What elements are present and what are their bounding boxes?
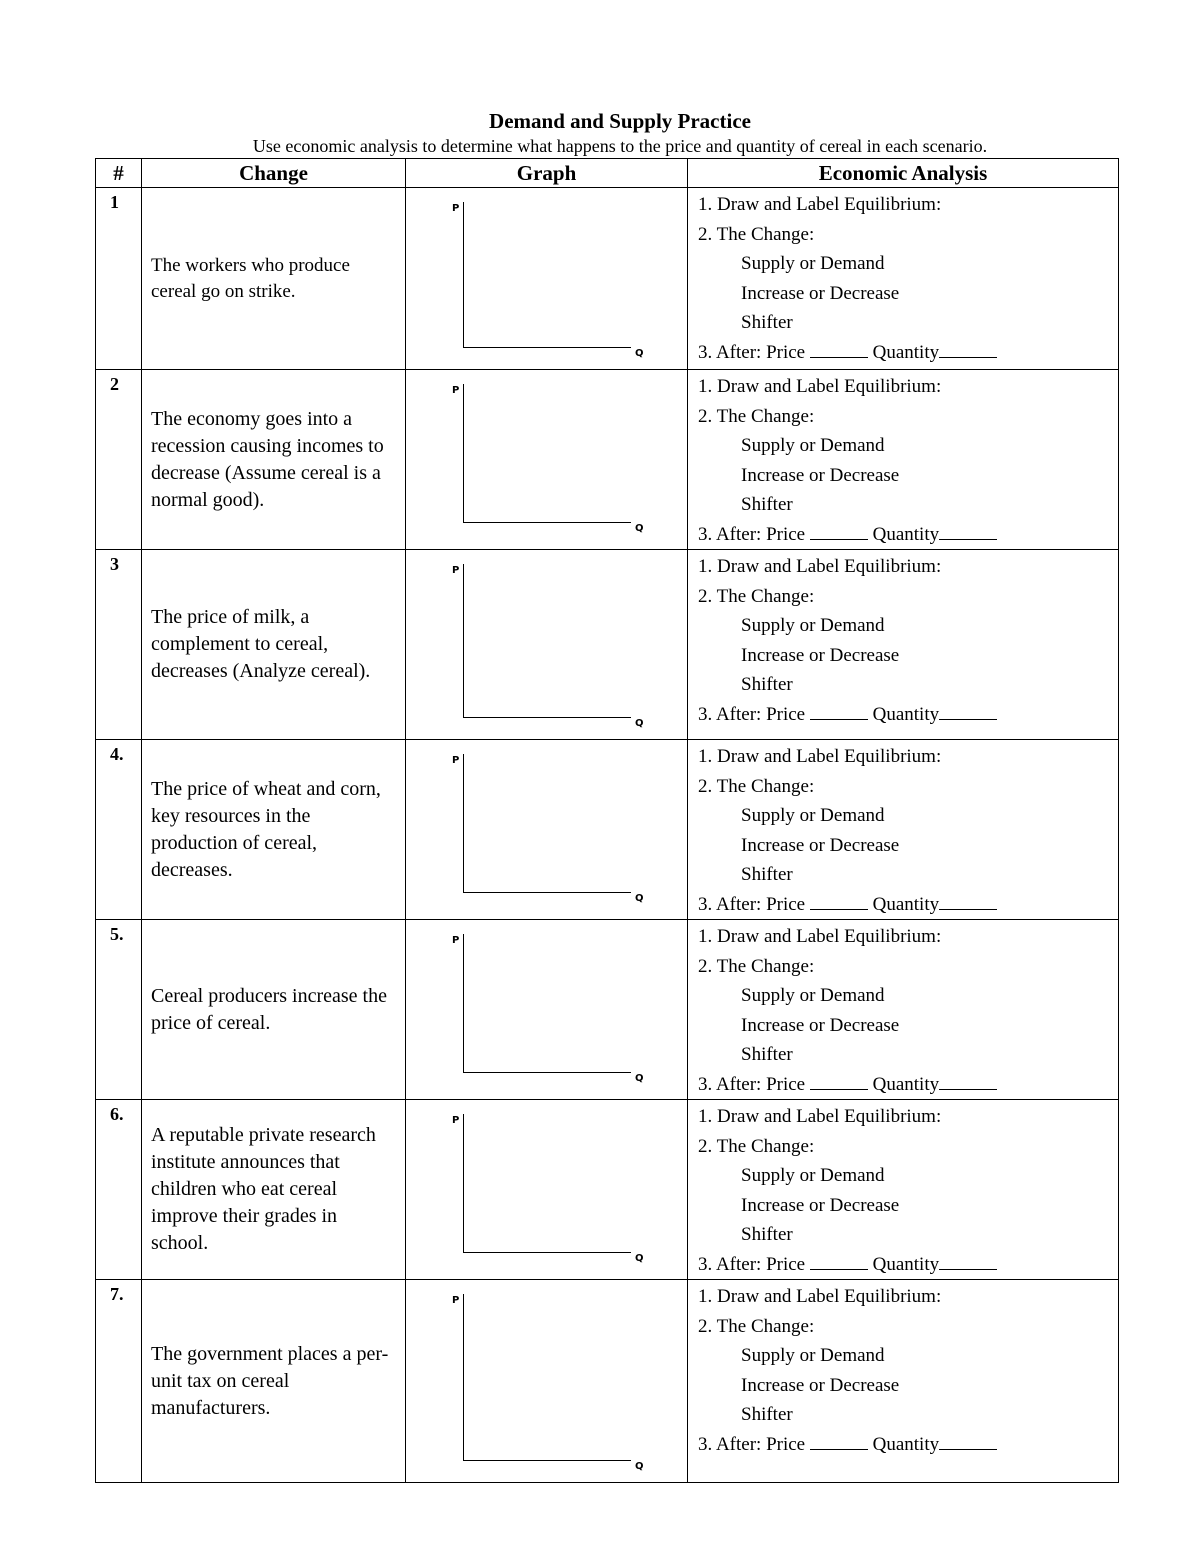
page-subtitle: Use economic analysis to determine what happens to the price and quantity of cereal in each scenario. (252, 136, 988, 156)
price-axis (463, 384, 464, 522)
price-axis (463, 564, 464, 717)
quantity-blank[interactable] (939, 1251, 997, 1270)
price-blank[interactable] (810, 521, 868, 540)
header-graph: Graph (406, 159, 688, 188)
quantity-axis-label: Q (635, 1461, 644, 1472)
change-text: Cereal producers increase the price of cereal. (142, 920, 406, 1100)
quantity-axis (463, 1460, 631, 1461)
header-num: # (96, 159, 142, 188)
analysis-cell (688, 920, 1119, 1100)
graph-cell (406, 1100, 688, 1280)
step-after (698, 1070, 1118, 1100)
price-blank[interactable] (810, 891, 868, 910)
graph-cell (406, 1280, 688, 1483)
row-number: 1 (96, 188, 142, 370)
option-increase-decrease: Increase or Decrease (741, 282, 900, 304)
option-supply-demand: Supply or Demand (741, 1345, 885, 1366)
step-change: 2. The Change: (698, 775, 815, 797)
option-supply-demand: Supply or Demand (741, 1165, 885, 1186)
price-blank[interactable] (810, 339, 868, 358)
analysis-cell (688, 1280, 1119, 1483)
after-quantity-label: Quantity (867, 1253, 940, 1275)
option-shifter: Shifter (741, 1404, 793, 1425)
price-axis (463, 754, 464, 892)
after-quantity-label: Quantity (867, 703, 940, 725)
option-supply-demand: Supply or Demand (741, 615, 885, 636)
price-axis (463, 1114, 464, 1252)
price-axis (463, 1294, 464, 1460)
after-price-label: 3. After: Price (698, 1433, 810, 1455)
after-price-label: 3. After: Price (698, 1073, 810, 1095)
quantity-axis (463, 1072, 631, 1073)
page-title: Demand and Supply Practice (489, 109, 751, 133)
step-equilibrium: 1. Draw and Label Equilibrium: (698, 556, 942, 577)
row-number: 4. (96, 740, 142, 920)
price-blank[interactable] (810, 1251, 868, 1270)
step-change: 2. The Change: (698, 585, 815, 607)
blank-graph[interactable] (406, 370, 687, 544)
graph-cell (406, 740, 688, 920)
change-text: The price of wheat and corn, key resources in the production of cereal, decreases. (142, 740, 406, 920)
quantity-axis (463, 717, 631, 718)
table-row (96, 740, 1119, 920)
step-change: 2. The Change: (698, 405, 815, 427)
quantity-blank[interactable] (939, 339, 997, 358)
step-equilibrium: 1. Draw and Label Equilibrium: (698, 746, 942, 767)
step-equilibrium: 1. Draw and Label Equilibrium: (698, 1286, 942, 1307)
step-after (698, 1430, 1118, 1460)
price-axis-label: P (452, 1115, 460, 1126)
after-quantity-label: Quantity (867, 341, 940, 363)
quantity-blank[interactable] (939, 521, 997, 540)
blank-graph[interactable] (406, 188, 687, 369)
step-change: 2. The Change: (698, 223, 815, 245)
analysis-cell (688, 370, 1119, 550)
step-after (698, 1250, 1118, 1280)
row-number: 5. (96, 920, 142, 1100)
quantity-axis-label: Q (635, 893, 644, 904)
quantity-axis-label: Q (635, 1073, 644, 1084)
step-change: 2. The Change: (698, 1135, 815, 1157)
step-after (698, 890, 1118, 920)
price-axis-label: P (452, 935, 460, 946)
change-text: The workers who produce cereal go on strike. (142, 188, 406, 370)
practice-table (95, 158, 1119, 1483)
step-equilibrium: 1. Draw and Label Equilibrium: (698, 194, 942, 215)
option-increase-decrease: Increase or Decrease (741, 1194, 900, 1216)
blank-graph[interactable] (406, 1100, 687, 1274)
quantity-blank[interactable] (939, 1431, 997, 1450)
price-axis-label: P (452, 385, 460, 396)
step-equilibrium: 1. Draw and Label Equilibrium: (698, 376, 942, 397)
change-text: The government places a per-unit tax on cereal manufacturers. (142, 1280, 406, 1483)
step-after (698, 700, 1118, 730)
after-quantity-label: Quantity (867, 1073, 940, 1095)
quantity-blank[interactable] (939, 891, 997, 910)
header-analysis: Economic Analysis (688, 159, 1119, 188)
blank-graph[interactable] (406, 740, 687, 914)
price-axis-label: P (452, 203, 460, 214)
after-quantity-label: Quantity (867, 893, 940, 915)
blank-graph[interactable] (406, 550, 687, 739)
option-increase-decrease: Increase or Decrease (741, 644, 900, 666)
change-text: The price of milk, a complement to cereal, decreases (Analyze cereal). (142, 550, 406, 740)
analysis-cell (688, 1100, 1119, 1280)
quantity-blank[interactable] (939, 1071, 997, 1090)
option-shifter: Shifter (741, 864, 793, 885)
step-change: 2. The Change: (698, 955, 815, 977)
header-change: Change (142, 159, 406, 188)
after-quantity-label: Quantity (867, 523, 940, 545)
step-equilibrium: 1. Draw and Label Equilibrium: (698, 926, 942, 947)
after-price-label: 3. After: Price (698, 703, 810, 725)
option-increase-decrease: Increase or Decrease (741, 1374, 900, 1396)
price-axis-label: P (452, 565, 460, 576)
quantity-axis-label: Q (635, 348, 644, 359)
table-row (96, 1280, 1119, 1483)
step-change: 2. The Change: (698, 1315, 815, 1337)
option-shifter: Shifter (741, 312, 793, 333)
graph-cell (406, 920, 688, 1100)
quantity-axis (463, 892, 631, 893)
row-number: 3 (96, 550, 142, 740)
after-price-label: 3. After: Price (698, 1253, 810, 1275)
step-after (698, 520, 1118, 550)
quantity-axis (463, 347, 631, 348)
option-supply-demand: Supply or Demand (741, 253, 885, 274)
quantity-axis-label: Q (635, 523, 644, 534)
price-axis-label: P (452, 1295, 460, 1306)
after-price-label: 3. After: Price (698, 893, 810, 915)
analysis-cell (688, 188, 1119, 370)
option-supply-demand: Supply or Demand (741, 805, 885, 826)
price-blank[interactable] (810, 1431, 868, 1450)
step-equilibrium: 1. Draw and Label Equilibrium: (698, 1106, 942, 1127)
row-number: 6. (96, 1100, 142, 1280)
table-row (96, 920, 1119, 1100)
quantity-blank[interactable] (939, 701, 997, 720)
table-row (96, 1100, 1119, 1280)
price-axis (463, 202, 464, 347)
table-row (96, 550, 1119, 740)
step-after (698, 338, 1118, 368)
option-supply-demand: Supply or Demand (741, 985, 885, 1006)
header-row (96, 159, 1119, 188)
price-blank[interactable] (810, 1071, 868, 1090)
change-text: A reputable private research institute announces that children who eat cereal improve their grades in school. (142, 1100, 406, 1280)
option-shifter: Shifter (741, 494, 793, 515)
table-row (96, 188, 1119, 370)
graph-cell (406, 370, 688, 550)
option-shifter: Shifter (741, 674, 793, 695)
quantity-axis-label: Q (635, 718, 644, 729)
after-quantity-label: Quantity (867, 1433, 940, 1455)
blank-graph[interactable] (406, 920, 687, 1094)
option-increase-decrease: Increase or Decrease (741, 1014, 900, 1036)
after-price-label: 3. After: Price (698, 523, 810, 545)
row-number: 2 (96, 370, 142, 550)
graph-cell (406, 550, 688, 740)
option-increase-decrease: Increase or Decrease (741, 464, 900, 486)
option-shifter: Shifter (741, 1044, 793, 1065)
analysis-cell (688, 740, 1119, 920)
option-shifter: Shifter (741, 1224, 793, 1245)
table-row (96, 370, 1119, 550)
after-price-label: 3. After: Price (698, 341, 810, 363)
row-number: 7. (96, 1280, 142, 1483)
quantity-axis-label: Q (635, 1253, 644, 1264)
option-increase-decrease: Increase or Decrease (741, 834, 900, 856)
price-blank[interactable] (810, 701, 868, 720)
analysis-cell (688, 550, 1119, 740)
quantity-axis (463, 1252, 631, 1253)
price-axis-label: P (452, 755, 460, 766)
option-supply-demand: Supply or Demand (741, 435, 885, 456)
graph-cell (406, 188, 688, 370)
blank-graph[interactable] (406, 1280, 687, 1482)
change-text: The economy goes into a recession causing incomes to decrease (Assume cereal is a normal good). (142, 370, 406, 550)
quantity-axis (463, 522, 631, 523)
price-axis (463, 934, 464, 1072)
